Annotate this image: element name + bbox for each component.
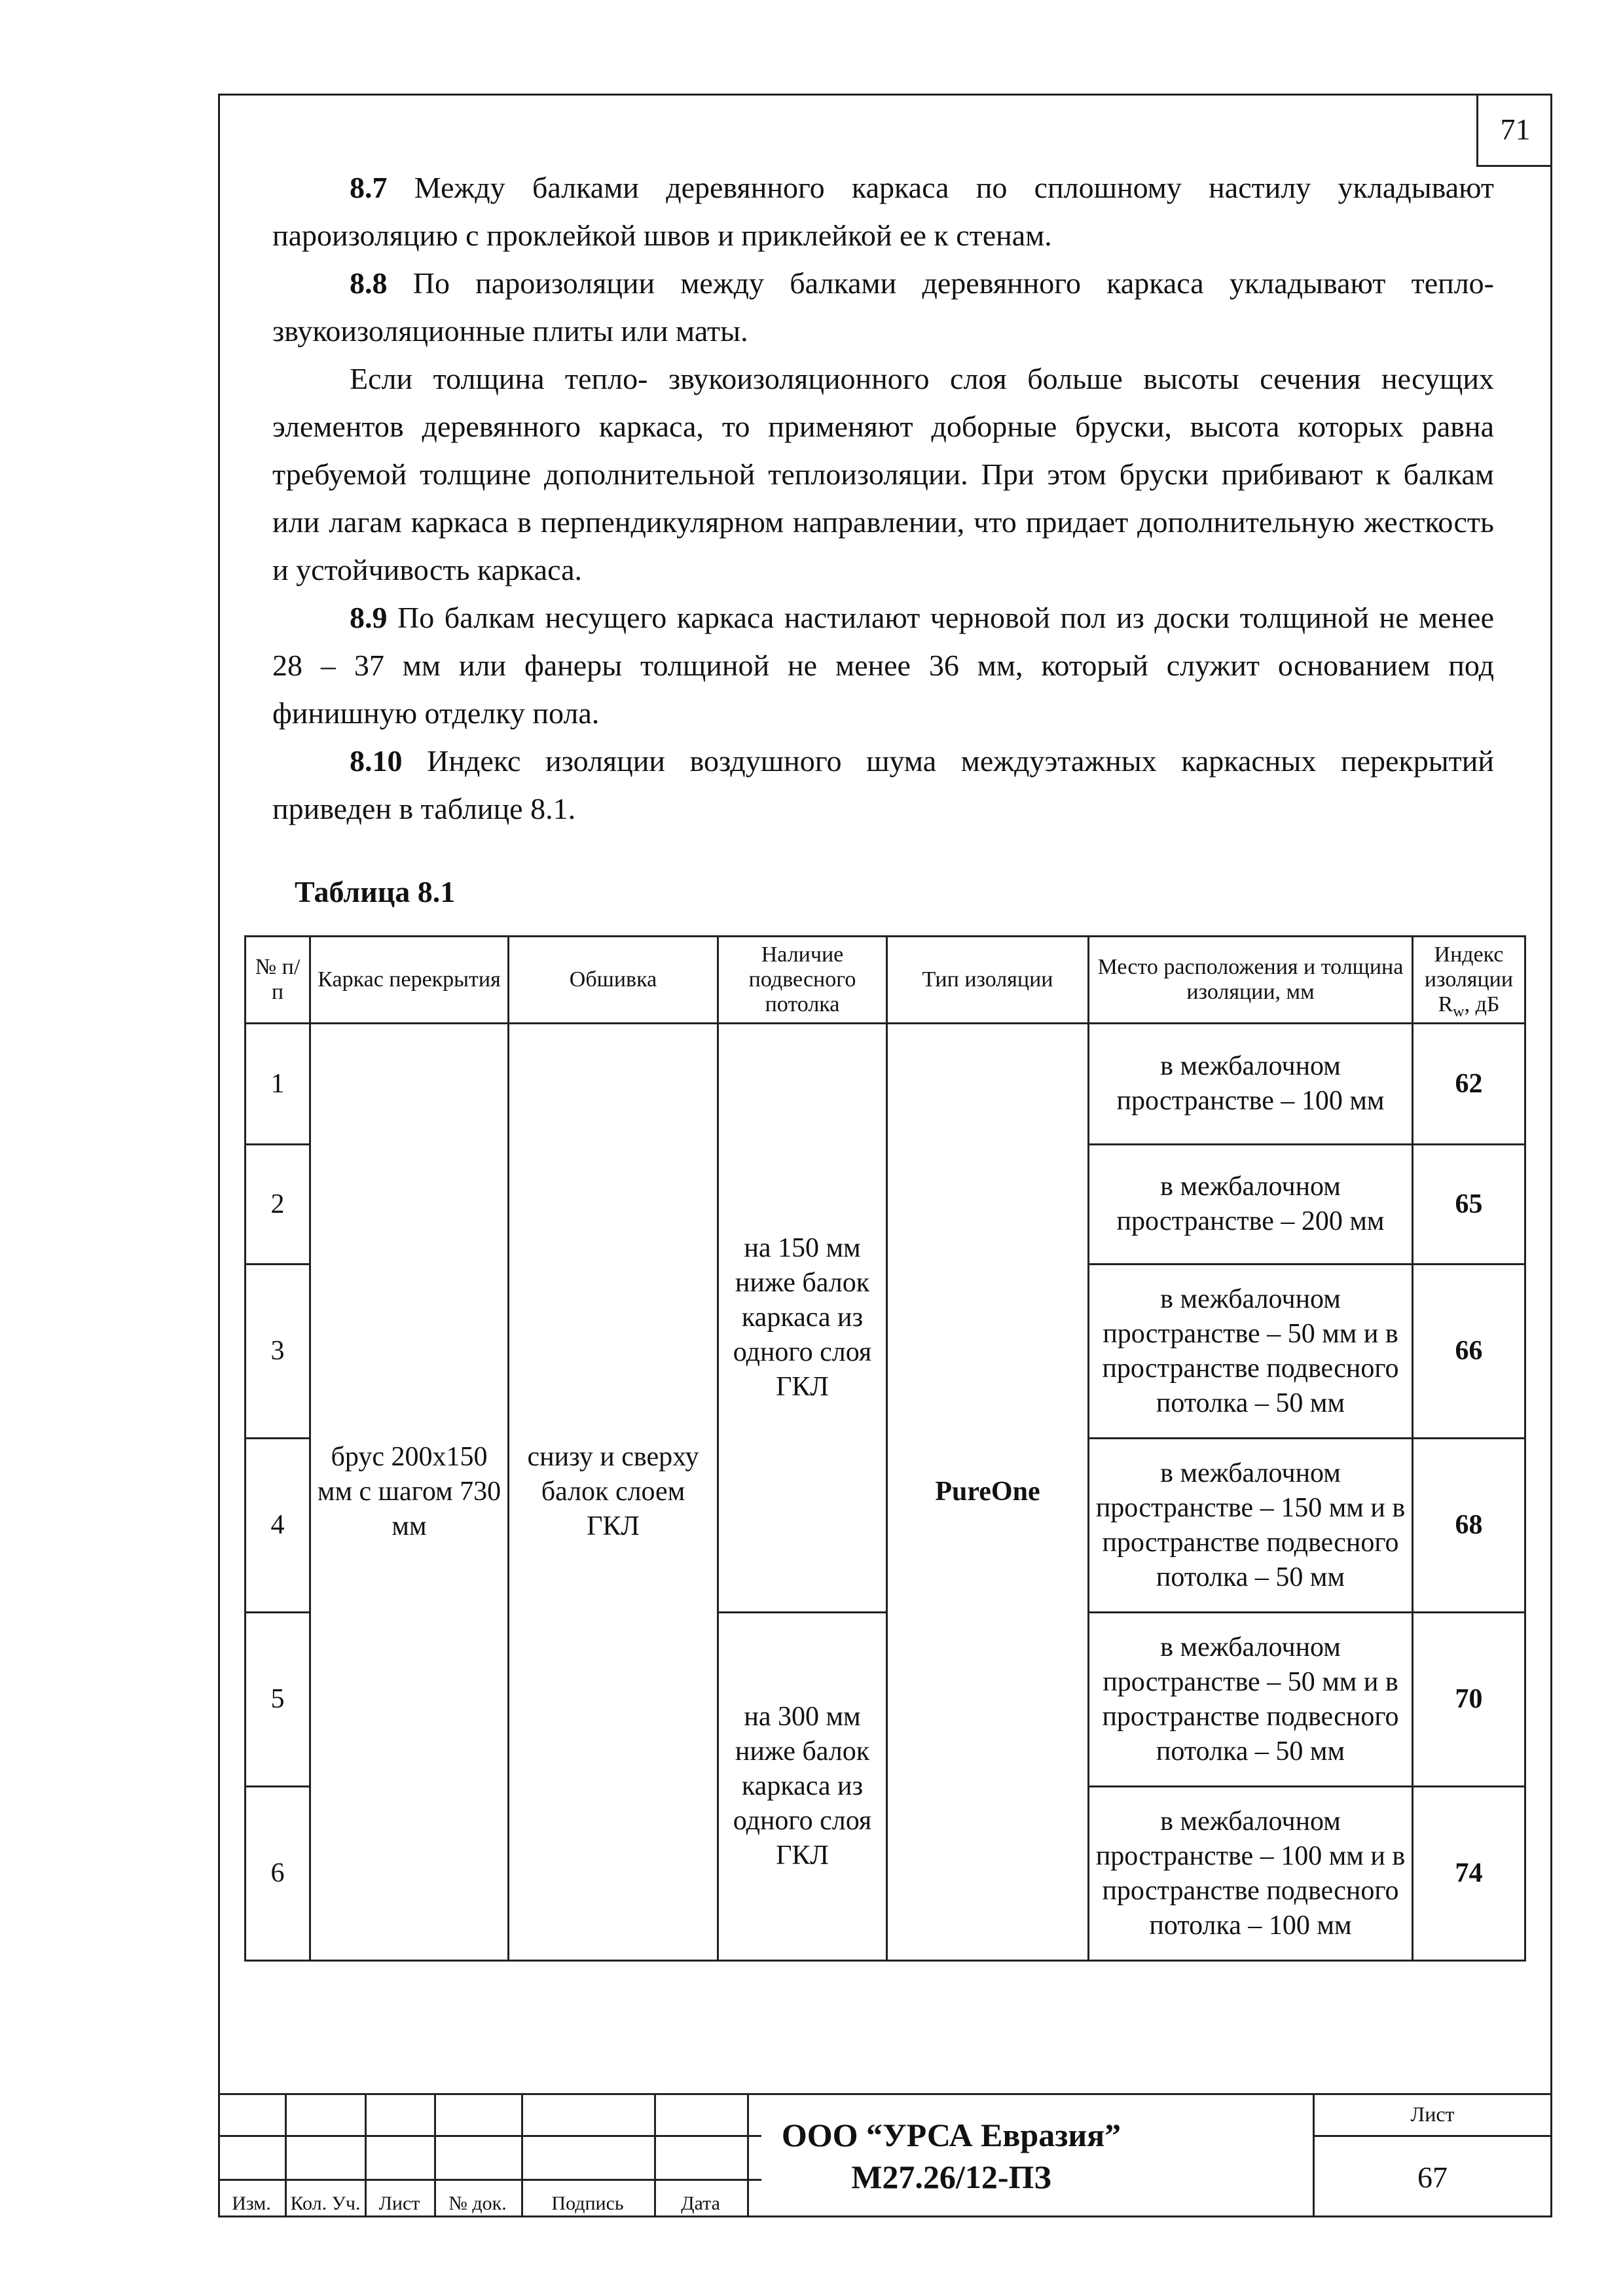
- org-name: ООО “УРСА Евразия”: [781, 2117, 1122, 2153]
- insulation-table: [244, 935, 1526, 1962]
- row-num: 5: [246, 1613, 310, 1787]
- index-cell: 74: [1413, 1787, 1525, 1961]
- stamp-line: [218, 2135, 761, 2137]
- stamp-label-doc: № док.: [448, 2193, 507, 2214]
- stamp-label-kol: Кол. Уч.: [290, 2193, 361, 2214]
- stamp-line: [218, 2179, 761, 2181]
- index-cell: 62: [1413, 1024, 1525, 1145]
- header-insulation: Тип изоляции: [887, 937, 1089, 1024]
- row-num: 3: [246, 1265, 310, 1439]
- page-number: 71: [1476, 94, 1552, 167]
- header-num: № п/п: [246, 937, 310, 1024]
- frame-cell: брус 200х150 мм с шагом 730 мм: [310, 1024, 509, 1961]
- paragraph-8-9: 8.9 По балкам несущего каркаса настилают черновой пол из доски толщиной не менее 28 – 37 мм или фанеры толщиной не менее 36 мм, который служит основанием под финишную отделку пола.: [272, 601, 1494, 730]
- header-index: Индекс изоляции $R_w$, дБ: [1413, 937, 1525, 1024]
- org-title: [761, 2114, 1141, 2198]
- stamp-line: [747, 2093, 749, 2217]
- location-cell: в межбалочном пространстве – 200 мм: [1089, 1145, 1413, 1265]
- insulation-cell: PureOne: [887, 1024, 1089, 1961]
- title-block: [218, 2093, 1552, 2217]
- header-cladding: Обшивка: [509, 937, 718, 1024]
- location-cell: в межбалочном пространстве – 50 мм и в пространстве подвесного потолка – 50 мм: [1089, 1265, 1413, 1439]
- sheet-label: Лист: [1410, 2102, 1455, 2126]
- stamp-label-date: Дата: [681, 2193, 720, 2214]
- ceiling-cell-150: на 150 мм ниже балок каркаса из одного слоя ГКЛ: [718, 1024, 887, 1613]
- location-cell: в межбалочном пространстве – 50 мм и в пространстве подвесного потолка – 50 мм: [1089, 1613, 1413, 1787]
- doc-code: М27.26/12-ПЗ: [851, 2159, 1051, 2195]
- header-frame: Каркас перекрытия: [310, 937, 509, 1024]
- paragraph-8-8-cont: Если толщина тепло- звукоизоляционного слоя больше высоты сечения несущих элементов деревянного каркаса, то применяют доборные бруски, высота которых равна требуемой толщине дополнительной теплоизоляции. При этом бруски прибивают к балкам или лагам каркаса в перпендикулярном направлении, что придает дополнительную жесткость и устойчивость каркаса.: [272, 362, 1494, 586]
- stamp-label-list: Лист: [378, 2193, 420, 2214]
- paragraph-8-8: 8.8 По пароизоляции между балками деревянного каркаса укладывают тепло- звукоизоляционные плиты или маты.: [272, 266, 1494, 348]
- stamp-label-izm: Изм.: [232, 2193, 271, 2214]
- index-cell: 65: [1413, 1145, 1525, 1265]
- row-num: 1: [246, 1024, 310, 1145]
- row-num: 6: [246, 1787, 310, 1961]
- index-cell: 68: [1413, 1439, 1525, 1613]
- location-cell: в межбалочном пространстве – 150 мм и в пространстве подвесного потолка – 50 мм: [1089, 1439, 1413, 1613]
- location-cell: в межбалочном пространстве – 100 мм и в пространстве подвесного потолка – 100 мм: [1089, 1787, 1413, 1961]
- header-location: Место расположения и толщина изоляции, мм: [1089, 937, 1413, 1024]
- index-cell: 70: [1413, 1613, 1525, 1787]
- index-cell: 66: [1413, 1265, 1525, 1439]
- paragraph-8-10: 8.10 Индекс изоляции воздушного шума междуэтажных каркасных перекрытий приведен в таблице 8.1.: [272, 744, 1494, 825]
- row-num: 2: [246, 1145, 310, 1265]
- table-caption: Таблица 8.1: [295, 875, 456, 908]
- row-num: 4: [246, 1439, 310, 1613]
- ceiling-cell-300: на 300 мм ниже балок каркаса из одного слоя ГКЛ: [718, 1613, 887, 1961]
- body-text: [272, 164, 1494, 833]
- sheet-number: 67: [1417, 2161, 1448, 2194]
- cladding-cell: снизу и сверху балок слоем ГКЛ: [509, 1024, 718, 1961]
- stamp-label-sign: Подпись: [551, 2193, 624, 2214]
- header-ceiling: Наличие подвесного потолка: [718, 937, 887, 1024]
- table-row: [246, 1024, 1525, 1145]
- location-cell: в межбалочном пространстве – 100 мм: [1089, 1024, 1413, 1145]
- table-header-row: [246, 937, 1525, 1024]
- paragraph-8-7: 8.7 Между балками деревянного каркаса по сплошному настилу укладывают пароизоляцию с проклейкой швов и приклейкой ее к стенам.: [272, 171, 1494, 252]
